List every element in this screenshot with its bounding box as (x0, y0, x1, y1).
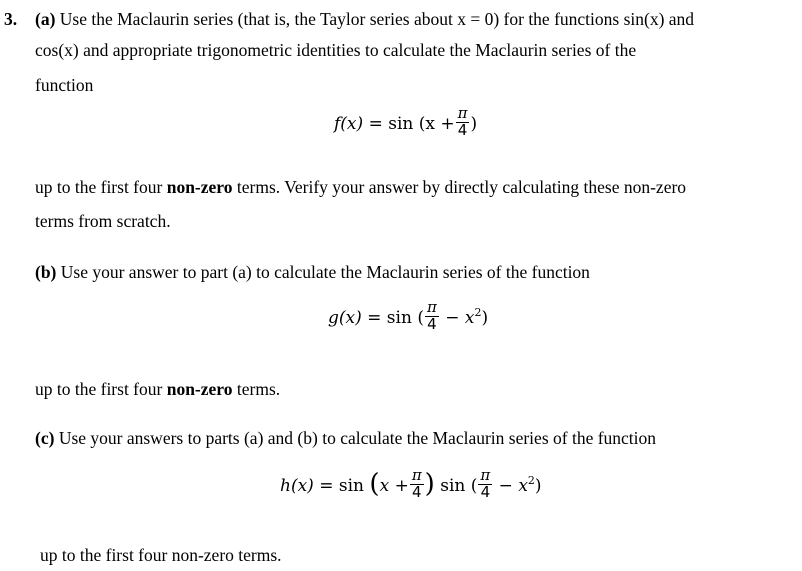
part-a-after-1-post: terms. Verify your answer by directly calculating these non-zero (232, 177, 687, 197)
part-c-label: (c) (35, 428, 55, 448)
part-c-line-1 (35, 430, 656, 448)
formula-f-eq: = (368, 113, 383, 134)
formula-g-var: x (464, 307, 475, 328)
part-b-after-post: terms. (232, 379, 281, 399)
formula-f-den: 4 (457, 120, 468, 139)
part-c-after: up to the first four non-zero terms. (40, 545, 282, 565)
part-b-text-1: Use your answer to part (a) to calculate the Maclaurin series of the function (56, 262, 590, 282)
formula-h-fraction-1 (410, 468, 424, 501)
part-a-text-1: Use the Maclaurin series (that is, the Taylor series about x = 0) for the functions sin(x) and (55, 9, 695, 29)
formula-h-fn1: sin (338, 475, 364, 496)
formula-g-close: ) (481, 307, 489, 328)
part-a-after-2: terms from scratch. (35, 211, 171, 231)
formula-g-fn: sin (386, 307, 412, 328)
formula-h-num2: π (480, 466, 491, 484)
formula-h-close1: ) (424, 469, 435, 500)
formula-g-minus: − (445, 307, 460, 328)
part-a-after-1 (35, 179, 686, 197)
formula-h-open1: ( (369, 469, 380, 500)
part-a-line-3: function (35, 75, 94, 95)
part-a-label: (a) (35, 9, 56, 29)
formula-h-exp: 2 (527, 474, 535, 488)
formula-h-num1: π (411, 466, 422, 484)
formula-h (280, 466, 542, 503)
formula-h-eq: = (319, 475, 334, 496)
part-a-line-1 (35, 11, 694, 29)
part-b-after-pre: up to the first four (35, 379, 167, 399)
part-a-line-2: cos(x) and appropriate trigonometric identities to calculate the Maclaurin series of the (35, 40, 637, 60)
formula-g-lhs: g(x) (328, 307, 362, 328)
formula-g-den: 4 (427, 314, 437, 333)
formula-f-lhs: f(x) (334, 113, 364, 134)
part-a-after-1-bold: non-zero (166, 177, 233, 197)
formula-h-minus: − (498, 475, 513, 496)
part-b-after-bold: non-zero (166, 379, 233, 399)
formula-h-fraction-2 (478, 468, 492, 501)
formula-f-inner: (x + (418, 113, 455, 134)
question-number-line (4, 11, 17, 29)
formula-g-num: π (426, 298, 437, 316)
formula-h-den2: 4 (480, 482, 491, 501)
formula-h-open2: ( (470, 475, 478, 496)
formula-h-den1: 4 (411, 482, 422, 501)
formula-h-plus: + (394, 475, 409, 496)
formula-h-close2: ) (534, 475, 542, 496)
formula-f-fraction (456, 106, 470, 139)
formula-g (328, 298, 489, 335)
part-c-text-1: Use your answers to parts (a) and (b) to calculate the Maclaurin series of the function (54, 428, 657, 448)
formula-f-fn: sin (388, 113, 414, 134)
formula-g-fraction (425, 300, 439, 333)
part-b-label: (b) (35, 262, 57, 282)
formula-g-exp: 2 (474, 306, 482, 320)
part-a-after-1-pre: up to the first four (35, 177, 167, 197)
formula-f-close: ) (470, 113, 478, 134)
part-b-line-1 (35, 264, 590, 282)
part-b-after (35, 381, 280, 399)
formula-h-var1: x (379, 475, 390, 496)
formula-f (334, 104, 478, 141)
formula-g-open: ( (417, 307, 424, 328)
question-number: 3. (4, 9, 18, 29)
formula-g-eq: = (367, 307, 382, 328)
formula-h-var2: x (518, 475, 528, 496)
formula-f-num: π (457, 104, 468, 122)
formula-h-lhs: h(x) (280, 475, 314, 496)
formula-h-fn2: sin (440, 475, 466, 496)
